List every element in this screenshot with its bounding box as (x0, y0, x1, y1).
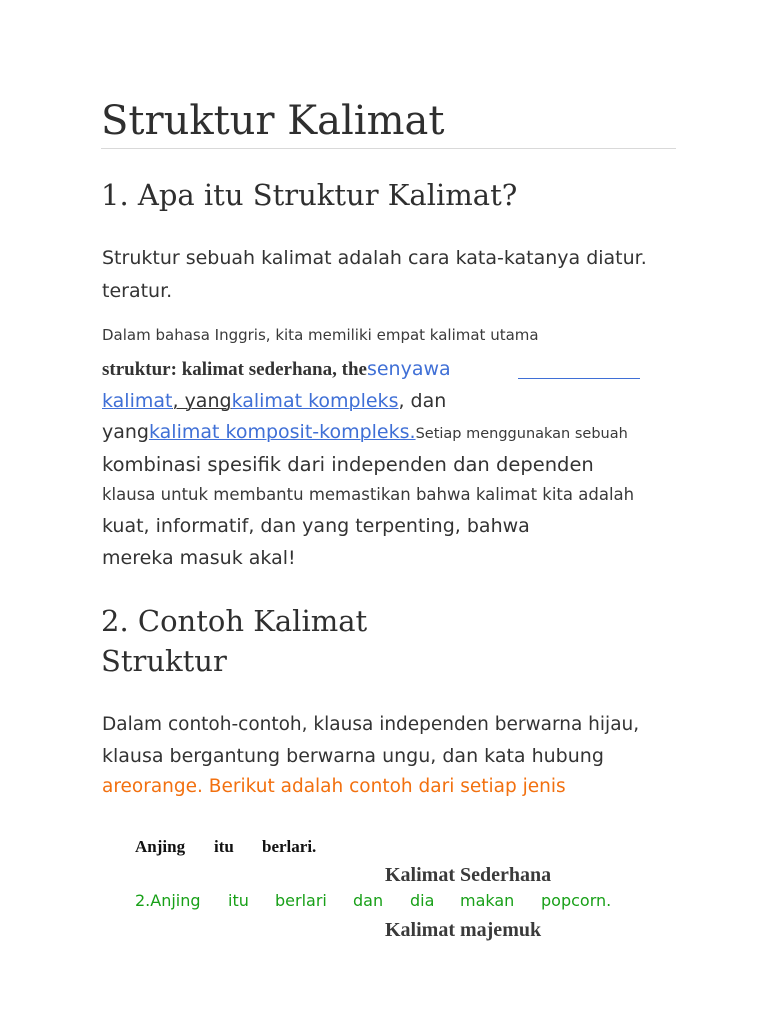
paragraph-line: mereka masuk akal! (102, 547, 296, 569)
section-2-heading-line2: Struktur (101, 644, 227, 678)
paragraph-line: Dalam bahasa Inggris, kita memiliki empat kalimat utama (102, 326, 539, 344)
example-2-word: 2.Anjing (135, 891, 201, 910)
page-title: Struktur Kalimat (101, 98, 445, 144)
paragraph-line: kuat, informatif, dan yang terpenting, bahwa (102, 515, 530, 537)
paragraph-line: teratur. (102, 280, 173, 302)
example-1-label: Kalimat Sederhana (385, 864, 552, 886)
comma-yang: , yang (172, 390, 232, 412)
paragraph-line-orange: areorange. Berikut adalah contoh dari setiap jenis (102, 776, 566, 797)
example-2-word: itu (228, 891, 249, 910)
structure-line-2 (102, 390, 446, 412)
paragraph-line: Dalam contoh-contoh, klausa independen berwarna hijau, (102, 714, 640, 735)
comma-dan: , dan (398, 390, 447, 412)
small-tail: Setiap menggunakan sebuah (415, 426, 628, 442)
example-2-word: dan (353, 891, 384, 910)
link-kalimat-kompleks[interactable]: kalimat kompleks (231, 390, 399, 412)
paragraph-line: Struktur sebuah kalimat adalah cara kata-katanya diatur. (102, 247, 647, 269)
yang-text: yang (102, 421, 149, 443)
example-1-word: itu (214, 837, 234, 856)
example-2-word: dia (410, 891, 435, 910)
structure-line-3 (102, 421, 628, 443)
bold-struktur-text: struktur: kalimat sederhana, the (102, 359, 367, 380)
link-underline (518, 378, 640, 379)
title-divider (101, 148, 676, 149)
paragraph-line: klausa untuk membantu memastikan bahwa kalimat kita adalah (102, 485, 635, 504)
link-kalimat[interactable]: kalimat (102, 390, 173, 412)
structure-line (102, 358, 451, 381)
example-2-word: berlari (275, 891, 327, 910)
section-1-heading: 1. Apa itu Struktur Kalimat? (101, 178, 518, 212)
link-kalimat-komposit-kompleks[interactable]: kalimat komposit-kompleks. (149, 421, 416, 443)
example-2-label: Kalimat majemuk (385, 919, 542, 941)
paragraph-line: kombinasi spesifik dari independen dan dependen (102, 453, 594, 476)
section-2-heading-line1: 2. Contoh Kalimat (101, 604, 368, 638)
example-1-word: berlari. (262, 837, 317, 856)
link-senyawa[interactable]: senyawa (366, 358, 451, 380)
paragraph-line: klausa bergantung berwarna ungu, dan kata hubung (102, 745, 604, 767)
example-2-word: popcorn. (541, 891, 612, 910)
example-1-word: Anjing (135, 837, 186, 856)
example-2-word: makan (460, 891, 515, 910)
